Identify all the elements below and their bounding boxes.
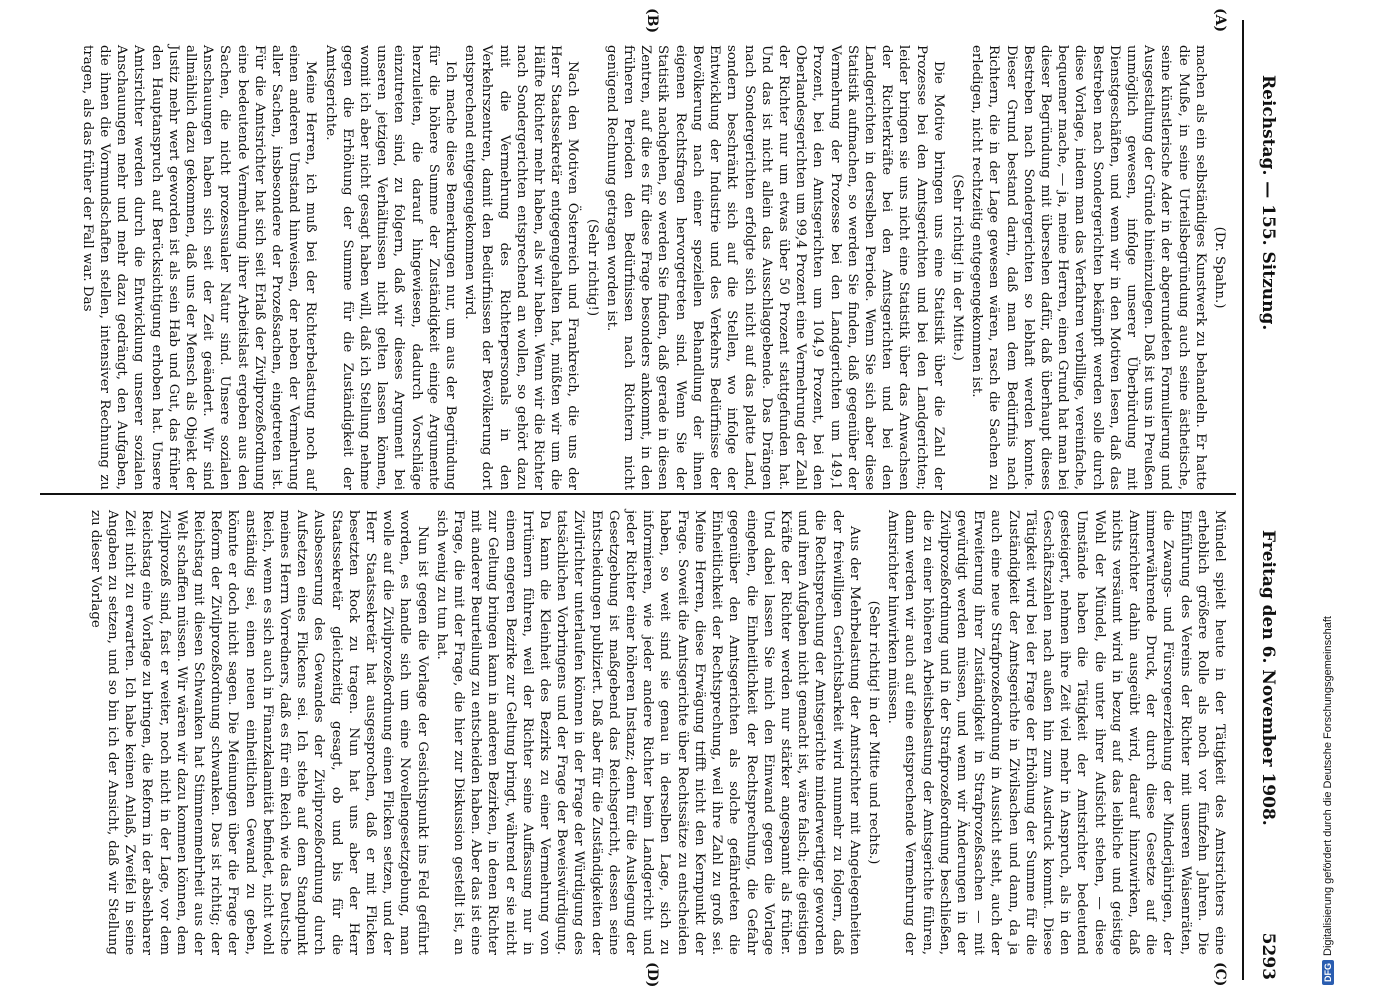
page-header <box>1238 20 1278 980</box>
margin-marker-d: (D) <box>644 962 660 988</box>
column-divider <box>40 493 1236 495</box>
page-number: 5293 <box>1258 932 1278 980</box>
header-rule <box>1242 20 1244 980</box>
interjection: (Sehr richtig! in der Mitte und rechts.) <box>865 600 881 865</box>
footer-credit <box>1322 0 1346 1000</box>
dfg-logo: DFG <box>1322 960 1334 985</box>
header-left-title: Reichstag. — 155. Sitzung. <box>1258 75 1278 331</box>
margin-marker-c: (C) <box>1212 962 1228 987</box>
margin-marker-b: (B) <box>644 8 660 34</box>
interjection: (Sehr richtig!) <box>584 218 600 317</box>
paragraph: Nach den Motiven Österreich und Frankreich, die uns der Herr Staatssekretär entgegengehalten hat, müßten wir um die Hälfte Richter mehr haben, als wir haben. Wenn wir die Richter nach Sondergerichten entsprechend an wollen, so gehört dazu mit die Vermehrung des Richterpersonals in den Verkehrszentren, damit den Bedürfnissen der Bevölkerung dort entsprechend entgegengekommen wird. <box>462 45 581 490</box>
margin-marker-a: (A) <box>1212 8 1228 33</box>
interjection: (Sehr richtig! in der Mitte.) <box>949 174 965 361</box>
header-right-title: Freitag den 6. November 1908. <box>1258 530 1278 826</box>
paragraph: Ich mache diese Bemerkungen nur, um aus der Begründung für die höhere Summe der Zuständigkeit einige Argumente herzuleiten, die darauf hingewiesen, dadurch Vorschläge einzutreten sind, zu folgern, daß wir dieses Argument bei unseren jetzigen Verhältnissen nicht gelten lassen können, womit ich aber nicht gesagt haben will, daß ich Stellung nehme gegen die Erhöhung der Summe für die Zuständigkeit der Amtsgerichte. <box>322 45 459 490</box>
paragraph: Nun ist gegen die Vorlage der Gesichtspunkt ins Feld geführt worden, es handle sich um eine Novellengesetzgebung, man wolle auf die Zivilprozeßordnung einen Flicken setzen, und der Herr Staatssekretär hat ausgesprochen, daß er mit Flicken besetzten Rock zu tragen. Nun hat uns aber der Herr Staatssekretär gleichzeitig gesagt, ob und bis für die Ausbesserung des Gewandes der Zivilprozeßordnung durch Aufsetzen eines Flickens sei. Ich stehe auf dem Standpunkt meines Herrn Vorredners, daß es für ein Reich wie das Deutsche Reich, wenn es sich auch in Finanzkalamität befindet, nicht wohl anständig sei, einen neuen einheitlichen Gewand zu geben, könnte er doch nicht sagen. Die Meinungen über die Frage der Reform der Zivilprozeßordnung schwanken. Das ist richtig; der Reichstag mit diesen Schwanken hat Stimmenmehrheit aus der Welt schaffen müssen. Wir wären wir dazu kommen können, dem Zivilprozeß sind, fast er weiter, noch nicht in der Lage, vor dem Reichstag eine Vorlage zu bringen, die Reform in der absehbarer Zeit nicht zu erwarten. Ich habe keinen Anlaß, Zweifel in seine Angaben zu setzen, und so bin ich der Ansicht, daß wir Stellung zu dieser Vorlage <box>87 510 430 955</box>
paragraph: Mündel spielt heute in der Tätigkeit des Amtsrichters eine erheblich größere Rolle als noch vor fünfzehn Jahren. Die Einführung des Vereins der Richter mit unseren Waisenräten, die Zwangs- und Fürsorgeerziehung der Minderjährigen, der immerwährende Druck, der durch diese Gesetze auf die Amtsrichter dahin ausgeübt wird, darauf hinzuwirken, daß nichts versäumt wird in bezug auf das leibliche und geistige Wohl der Mündel, die unter ihrer Aufsicht stehen, — diese Umstände haben die Tätigkeit der Amtsrichter bedeutend gesteigert, nehmen ihre Zeit viel mehr in Anspruch, als in den Geschäftszahlen nach außen hin zum Ausdruck kommt. Diese Tätigkeit wird bei der Frage der Erhöhung der Summe für die Zuständigkeit der Amtsgerichte in Zivilsachen und dann, da ja auch eine neue Strafprozeßordnung in Aussicht steht, auch der Erweiterung ihrer Zuständigkeit in Strafprozeßsachen — mit gewürdigt werden müssen, und wenn wir Änderungen in der Zivilprozeßordnung und in der Strafprozeßordnung beschließen, die zu einer höheren Arbeitsbelastung der Amtsgerichte führen, dann werden wir auch auf eine entsprechende Vermehrung der Amtsrichter hinwirken müssen. <box>885 510 1227 955</box>
footer-text: Digitalisierung gefördert durch die Deutsche Forschungsgemeinschaft <box>1322 616 1334 956</box>
paragraph: machen als ein selbständiges Kunstwerk zu behandeln. Er hatte die Muße, in seine Urteilsbegründung auch seine ästhetische, seine künstlerische Ader in der abgerundeten Formulierung und Ausgestaltung der Gründe hineinzulegen. Daß ist uns in Preußen unmöglich gewesen, infolge unserer Überbürdung mit Dienstgeschäften, und wenn wir in den Motiven lesen, daß das Bestreben nach Sondergerichten bekämpft werden solle durch diese Vorlage, indem man das Verfahren verbillige, vereinfache, bequemer mache, — ja, meine Herren, einen Grund hat man bei dieser Begründung mit übersehen dafür, daß überhaupt dieses Bestreben nach Sondergerichten so lebhaft werden konnte. Dieser Grund bestand darin, daß man dem Bedürfnis nach Richtern, die in der Lage gewesen wären, rasch die Sachen zu erledigen, nicht rechtzeitig entgegengekommen ist. <box>969 45 1208 490</box>
paragraph: Aus der Mehrbelastung der Amtsrichter mit Angelegenheiten der freiwilligen Gerichtsbarkeit wird nunmehr zu folgern, daß die Rechtsprechung der Amtsgerichte minderwertiger geworden und ihren Aufgaben nicht gemacht ist, wäre falsch; die geistigen Kräfte der Richter werden nur stärker angespannt als früher. Und dabei lassen Sie mich den Einwand gegen die Vorlage eingehen, die Einheitlichkeit der Rechtsprechung, die Gefahr gegenüber den Amtsgerichten als solche gefährdeten die Einheitlichkeit der Rechtsprechung, weil ihre Zahl zu groß sei. Meine Herren, diese Erwägung trifft nicht den Kernpunkt der Frage. Soweit die Amtsgerichte über Rechtssätze zu entscheiden haben, so weit sind sie genau in derselben Lage, sich zu informieren, wie jeder andere Richter beim Landgericht und jeder Richter einer höheren Instanz; denn für die Auslegung der Gesetzgebung ist maßgebend das Reichsgericht, dessen seine Entscheidungen publiziert. Daß aber für die Zuständigkeiten der Zivilrichter unterlaufen können in der Frage der Würdigung des tatsächlichen Vorbringens und der Frage der Beweiswürdigung. Da kann die Kleinheit des Bezirks zu einer Vermehrung von Irrtümern führen, weil der Richter seine Auffassung nur in einem engeren Bezirke zur Geltung bringt, während er sie nicht zur Geltung bringen kann in anderen Bezirken, in denen Richter mit anderer Beurteilung zu entscheiden haben. Aber das ist eine Frage, die mit der Frage, die hier zur Diskussion gestellt ist, an sich wenig zu tun hat. <box>433 510 862 955</box>
paragraph: Die Motive bringen uns eine Statistik über die Zahl der Prozesse bei den Amtsgerichten und bei den Landgerichten; leider bringen sie uns nicht eine Statistik über das Anwachsen der Richterkräfte bei den Amtsgerichten und bei den Landgerichten in derselben Periode. Wenn Sie sich aber diese Statistik aufmachen, so werden Sie finden, daß gegenüber der Vermehrung der Prozesse bei den Landgerichten um 149,1 Prozent, bei den Amtsgerichten um 104,9 Prozent, bei den Oberlandesgerichten um 99,4 Prozent eine Vermehrung der Zahl der Richter nur um etwas über 50 Prozent stattgefunden hat. Und das ist nicht allein das Ausschlaggebende. Das Drängen nach Sondergerichten erfolgte sich nicht auf das platte Land, sondern beschränkt sich auf die Stellen, wo infolge der Entwicklung der Industrie und des Verkehrs Bedürfnisse der Bevölkerung nach einer speziellen Behandlung der ihnen eigenen Rechtsfragen hervorgetreten sind. Wenn Sie der Statistik nachgehen, so werden Sie finden, daß gerade in diesen Zentren, auf die es für diese Frage besonders ankommt, in den früheren Perioden den Bedürfnissen nach Richtern nicht genügend Rechnung getragen worden ist. <box>603 45 946 490</box>
paragraph: Meine Herren, ich muß bei der Richterbelastung noch auf einen anderen Umstand hinweisen, der neben der Vermehrung aller Sachen, insbesondere der Prozeßsachen, eingetreten ist. Für die Amtsrichter hat sich seit Erlaß der Zivilprozeßordnung eine bedeutende Vermehrung ihrer Arbeitslast ergeben aus den Sachen, die nicht prozessualer Natur sind. Unsere sozialen Anschauungen haben sich seit der Zeit geändert. Wir sind allmählich dazu gekommen, daß uns der Mensch als Objekt der Justiz mehr wert geworden ist als sein Hab und Gut, das früher den Hauptanspruch auf Berücksichtigung erhoben hat. Unsere Amtsrichter werden durch die Entwicklung unserer sozialen Anschauungen mehr und mehr dazu gedrängt, den Aufgaben, die ihnen die Vormundschaften stellen, intensiver Rechnung zu tragen, als das früher der Fall war. Das <box>79 45 319 490</box>
text-column-left <box>77 45 1228 490</box>
text-column-right <box>85 510 1228 955</box>
speaker-line: (Dr. Spahn.) <box>1212 226 1227 309</box>
